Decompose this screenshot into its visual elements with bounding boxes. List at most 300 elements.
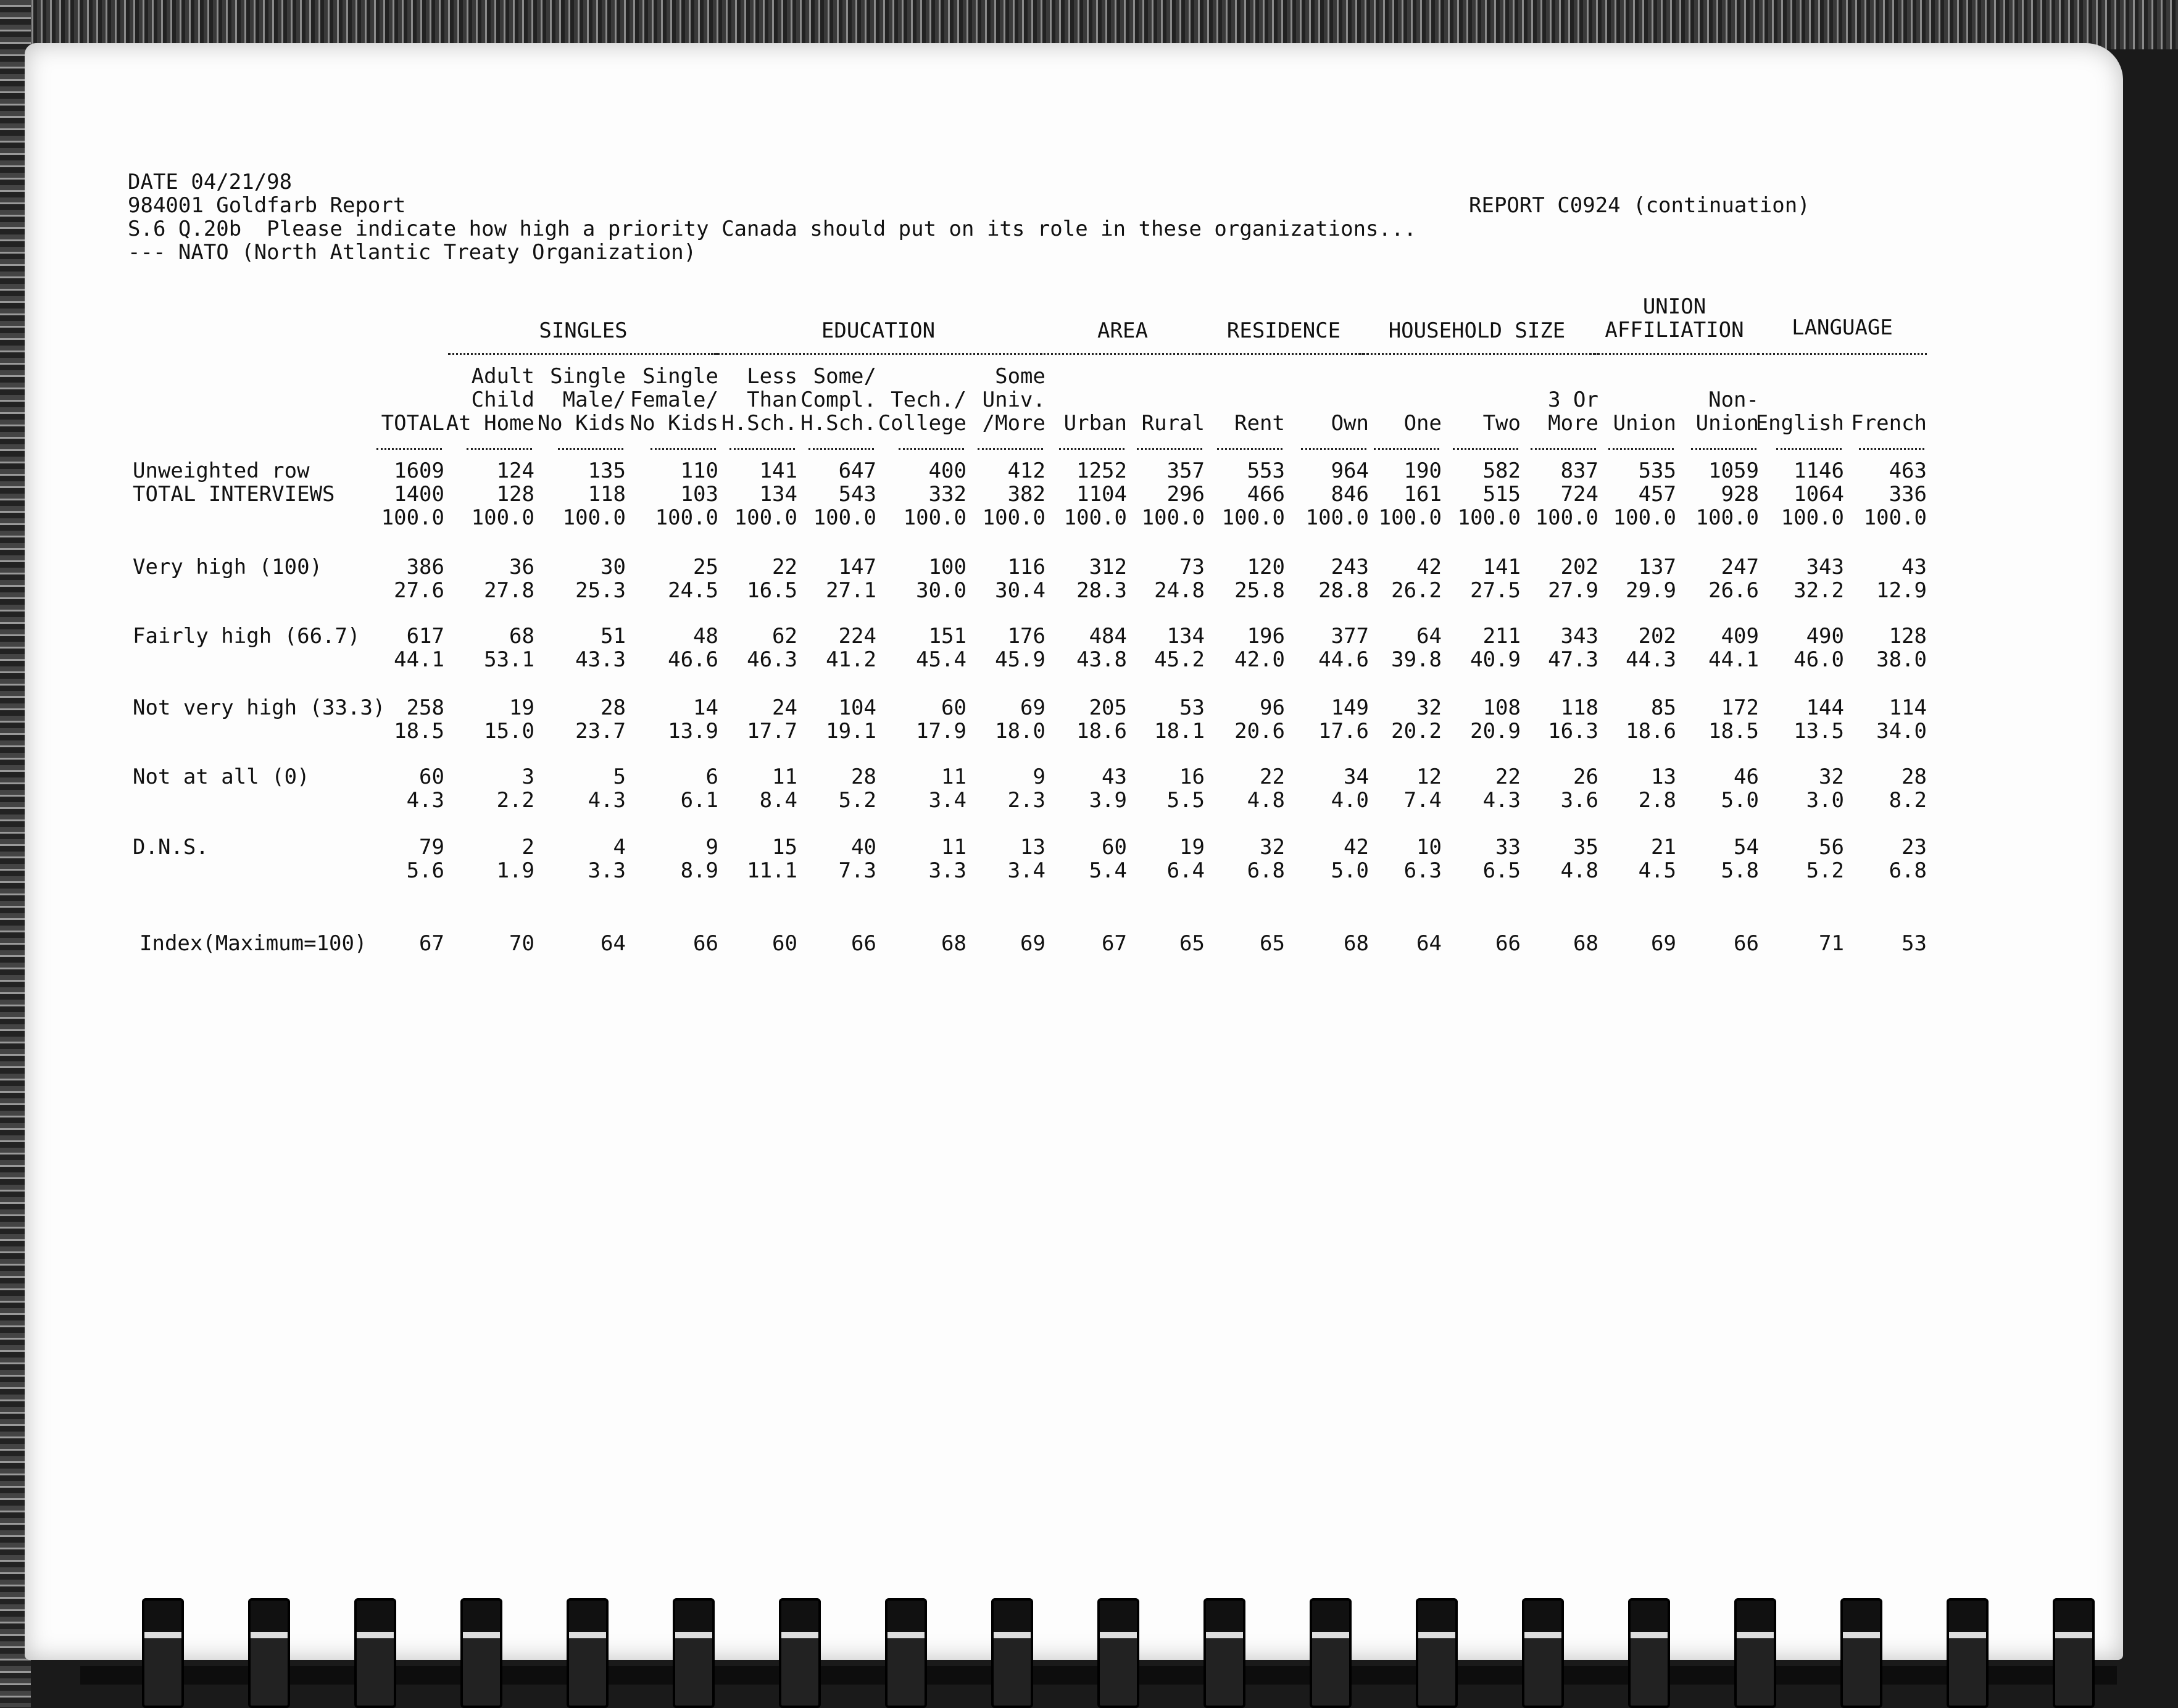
table-cell: 582 [1482, 458, 1521, 483]
table-cell: 36 [509, 555, 534, 579]
table-cell: 20.6 [1234, 719, 1285, 744]
table-cell: 100.0 [734, 505, 797, 530]
table-cell: 4 [613, 835, 626, 860]
table-cell: 60 [772, 931, 797, 956]
table-cell: 3.6 [1560, 788, 1598, 813]
binding-loop [991, 1598, 1033, 1708]
table-cell: 6.3 [1403, 858, 1442, 883]
table-cell: 17.7 [747, 719, 797, 744]
table-cell: 51 [601, 624, 626, 649]
column-underline [467, 448, 532, 450]
table-cell: 42.0 [1234, 647, 1285, 672]
table-cell: 53 [1902, 931, 1927, 956]
column-header: TOTAL [381, 411, 444, 436]
table-cell: 19 [509, 695, 534, 720]
table-cell: 172 [1721, 695, 1759, 720]
column-header: Urban [1063, 411, 1127, 436]
table-cell: 202 [1560, 555, 1598, 579]
column-underline [978, 448, 1043, 450]
table-cell: 108 [1482, 695, 1521, 720]
table-cell: 161 [1403, 482, 1442, 507]
table-cell: 32 [1416, 695, 1442, 720]
table-cell: 128 [1889, 624, 1927, 649]
row-label: Not at all (0) [133, 765, 310, 789]
table-cell: 147 [838, 555, 876, 579]
group-header: SINGLES [539, 318, 628, 343]
column-underline [1776, 448, 1842, 450]
group-header: RESIDENCE [1226, 318, 1341, 343]
table-cell: 24 [772, 695, 797, 720]
table-cell: 100.0 [1781, 505, 1844, 530]
table-cell: 4.3 [1482, 788, 1521, 813]
column-header: Tech./ College [878, 388, 966, 436]
table-cell: 16.5 [747, 578, 797, 603]
column-underline [1137, 448, 1202, 450]
table-cell: 16.3 [1548, 719, 1598, 744]
binding-loop [1734, 1598, 1776, 1708]
table-cell: 18.5 [394, 719, 444, 744]
report-name: 984001 Goldfarb Report [128, 193, 406, 218]
group-underline [1590, 353, 1759, 355]
table-cell: 100.0 [562, 505, 626, 530]
column-header: Rent [1234, 411, 1285, 436]
table-cell: 724 [1560, 482, 1598, 507]
binding-loop [1097, 1598, 1139, 1708]
table-cell: 64 [1416, 624, 1442, 649]
table-cell: 535 [1638, 458, 1676, 483]
table-cell: 141 [1482, 555, 1521, 579]
table-cell: 647 [838, 458, 876, 483]
table-cell: 3.3 [928, 858, 966, 883]
table-cell: 70 [509, 931, 534, 956]
table-cell: 46.6 [668, 647, 718, 672]
table-cell: 11 [772, 765, 797, 789]
table-cell: 26 [1573, 765, 1598, 789]
table-cell: 258 [406, 695, 444, 720]
column-underline [1217, 448, 1282, 450]
table-cell: 617 [406, 624, 444, 649]
binding-loop [1416, 1598, 1458, 1708]
table-cell: 336 [1889, 482, 1927, 507]
table-cell: 43.3 [575, 647, 626, 672]
table-cell: 5.2 [1806, 858, 1844, 883]
column-underline [808, 448, 874, 450]
table-cell: 22 [1260, 765, 1285, 789]
table-cell: 46 [1734, 765, 1759, 789]
row-label: D.N.S. [133, 835, 209, 860]
table-cell: 26.6 [1708, 578, 1759, 603]
table-cell: 114 [1889, 695, 1927, 720]
table-cell: 490 [1806, 624, 1844, 649]
table-cell: 134 [759, 482, 797, 507]
table-cell: 29.9 [1626, 578, 1676, 603]
table-cell: 67 [1102, 931, 1127, 956]
binding-loop [673, 1598, 715, 1708]
table-cell: 40 [851, 835, 876, 860]
table-cell: 60 [419, 765, 444, 789]
table-cell: 3.4 [1007, 858, 1045, 883]
table-cell: 196 [1247, 624, 1285, 649]
table-cell: 4.8 [1247, 788, 1285, 813]
table-cell: 3.9 [1089, 788, 1127, 813]
table-cell: 484 [1089, 624, 1127, 649]
table-cell: 14 [693, 695, 718, 720]
table-cell: 53 [1179, 695, 1205, 720]
table-cell: 1609 [394, 458, 444, 483]
column-underline [1691, 448, 1756, 450]
table-cell: 67 [419, 931, 444, 956]
column-header: Non- Union [1695, 388, 1759, 436]
row-label: Fairly high (66.7) [133, 624, 360, 649]
table-cell: 21 [1651, 835, 1676, 860]
column-underline [899, 448, 964, 450]
table-cell: 23.7 [575, 719, 626, 744]
table-cell: 6.8 [1247, 858, 1285, 883]
table-cell: 25.3 [575, 578, 626, 603]
table-cell: 5.6 [406, 858, 444, 883]
column-header: Some/ Compl. H.Sch. [800, 364, 876, 436]
table-cell: 39.8 [1391, 647, 1442, 672]
table-cell: 35 [1573, 835, 1598, 860]
group-header: AREA [1097, 318, 1148, 343]
question-text: S.6 Q.20b Please indicate how high a priority Canada should put on its role in these organizations... [128, 217, 1416, 241]
table-cell: 27.8 [484, 578, 534, 603]
column-header: English [1755, 411, 1844, 436]
table-cell: 100.0 [1063, 505, 1127, 530]
table-cell: 144 [1806, 695, 1844, 720]
table-cell: 2.2 [496, 788, 534, 813]
table-cell: 30.4 [995, 578, 1045, 603]
binding-loop [248, 1598, 290, 1708]
table-cell: 69 [1651, 931, 1676, 956]
table-cell: 4.3 [406, 788, 444, 813]
table-cell: 42 [1416, 555, 1442, 579]
table-cell: 2.8 [1638, 788, 1676, 813]
table-cell: 100.0 [1863, 505, 1927, 530]
table-cell: 28 [851, 765, 876, 789]
report-date: DATE 04/21/98 [128, 170, 293, 194]
column-underline [1859, 448, 1924, 450]
table-cell: 553 [1247, 458, 1285, 483]
column-underline [1374, 448, 1439, 450]
column-underline [650, 448, 716, 450]
column-underline [1608, 448, 1674, 450]
group-underline [1041, 353, 1205, 355]
table-cell: 54 [1734, 835, 1759, 860]
table-cell: 1146 [1794, 458, 1844, 483]
table-cell: 27.5 [1470, 578, 1521, 603]
table-cell: 28 [601, 695, 626, 720]
table-cell: 412 [1007, 458, 1045, 483]
table-cell: 5.5 [1166, 788, 1205, 813]
table-cell: 9 [705, 835, 718, 860]
binding-loop [142, 1598, 184, 1708]
table-cell: 1064 [1794, 482, 1844, 507]
table-cell: 15.0 [484, 719, 534, 744]
table-cell: 18.1 [1154, 719, 1205, 744]
binding-loop [2053, 1598, 2095, 1708]
table-cell: 190 [1403, 458, 1442, 483]
binding-loop [779, 1598, 821, 1708]
table-cell: 1059 [1708, 458, 1759, 483]
table-cell: 4.5 [1638, 858, 1676, 883]
table-cell: 66 [1495, 931, 1521, 956]
table-cell: 73 [1179, 555, 1205, 579]
table-cell: 12.9 [1876, 578, 1927, 603]
table-cell: 40.9 [1470, 647, 1521, 672]
column-underline [1059, 448, 1124, 450]
table-cell: 409 [1721, 624, 1759, 649]
table-cell: 312 [1089, 555, 1127, 579]
table-cell: 224 [838, 624, 876, 649]
table-cell: 13.5 [1794, 719, 1844, 744]
column-underline [1531, 448, 1596, 450]
report-id: REPORT C0924 (continuation) [1469, 193, 1810, 218]
table-cell: 15 [772, 835, 797, 860]
table-cell: 5 [613, 765, 626, 789]
table-cell: 243 [1331, 555, 1369, 579]
table-cell: 46.0 [1794, 647, 1844, 672]
table-cell: 44.1 [1708, 647, 1759, 672]
table-cell: 100.0 [1141, 505, 1205, 530]
table-cell: 18.0 [995, 719, 1045, 744]
binding-loop [885, 1598, 927, 1708]
table-cell: 100.0 [1221, 505, 1285, 530]
table-cell: 120 [1247, 555, 1285, 579]
table-cell: 103 [680, 482, 718, 507]
column-header: Single Female/ No Kids [630, 364, 718, 436]
table-cell: 11.1 [747, 858, 797, 883]
table-cell: 69 [1020, 695, 1045, 720]
table-cell: 400 [928, 458, 966, 483]
table-cell: 44.3 [1626, 647, 1676, 672]
table-cell: 45.2 [1154, 647, 1205, 672]
table-cell: 118 [588, 482, 626, 507]
table-cell: 247 [1721, 555, 1759, 579]
table-cell: 23 [1902, 835, 1927, 860]
table-cell: 100.0 [1305, 505, 1369, 530]
table-cell: 100.0 [471, 505, 534, 530]
table-cell: 32 [1819, 765, 1844, 789]
table-cell: 45.4 [916, 647, 966, 672]
table-cell: 4.8 [1560, 858, 1598, 883]
table-cell: 2.3 [1007, 788, 1045, 813]
table-cell: 33 [1495, 835, 1521, 860]
table-cell: 28.8 [1318, 578, 1369, 603]
binding-loop [1203, 1598, 1245, 1708]
table-cell: 11 [941, 765, 966, 789]
table-cell: 463 [1889, 458, 1927, 483]
table-cell: 64 [1416, 931, 1442, 956]
table-cell: 176 [1007, 624, 1045, 649]
table-cell: 100.0 [982, 505, 1045, 530]
table-cell: 100.0 [1457, 505, 1521, 530]
table-cell: 137 [1638, 555, 1676, 579]
table-cell: 100 [928, 555, 966, 579]
subquestion-text: --- NATO (North Atlantic Treaty Organization) [128, 240, 697, 265]
table-cell: 3.3 [588, 858, 626, 883]
table-cell: 71 [1819, 931, 1844, 956]
table-cell: 211 [1482, 624, 1521, 649]
table-cell: 28 [1902, 765, 1927, 789]
column-header: One [1403, 411, 1442, 436]
table-cell: 42 [1344, 835, 1369, 860]
table-cell: 32 [1260, 835, 1285, 860]
column-header: Two [1482, 411, 1521, 436]
table-cell: 25 [693, 555, 718, 579]
row-label: Index(Maximum=100) [139, 931, 367, 956]
table-cell: 56 [1819, 835, 1844, 860]
group-underline [448, 353, 718, 355]
table-cell: 10 [1416, 835, 1442, 860]
table-cell: 3.4 [928, 788, 966, 813]
table-cell: 85 [1651, 695, 1676, 720]
column-header: Own [1331, 411, 1369, 436]
column-underline [1301, 448, 1366, 450]
table-cell: 141 [759, 458, 797, 483]
table-cell: 41.2 [826, 647, 876, 672]
table-cell: 24.8 [1154, 578, 1205, 603]
table-cell: 1104 [1076, 482, 1127, 507]
column-underline [729, 448, 795, 450]
table-cell: 135 [588, 458, 626, 483]
table-cell: 8.9 [680, 858, 718, 883]
table-cell: 20.9 [1470, 719, 1521, 744]
table-cell: 964 [1331, 458, 1369, 483]
group-underline [1758, 353, 1927, 355]
table-cell: 22 [772, 555, 797, 579]
column-underline [1453, 448, 1518, 450]
table-cell: 837 [1560, 458, 1598, 483]
table-cell: 100.0 [1695, 505, 1759, 530]
table-cell: 1252 [1076, 458, 1127, 483]
table-cell: 66 [693, 931, 718, 956]
binding-loop [460, 1598, 502, 1708]
table-cell: 68 [1573, 931, 1598, 956]
table-cell: 5.8 [1721, 858, 1759, 883]
table-cell: 27.6 [394, 578, 444, 603]
table-cell: 34.0 [1876, 719, 1927, 744]
table-cell: 4.3 [588, 788, 626, 813]
table-cell: 100.0 [655, 505, 718, 530]
table-cell: 202 [1638, 624, 1676, 649]
table-cell: 13 [1020, 835, 1045, 860]
table-cell: 2 [522, 835, 534, 860]
table-cell: 20.2 [1391, 719, 1442, 744]
table-cell: 151 [928, 624, 966, 649]
table-cell: 110 [680, 458, 718, 483]
table-cell: 22 [1495, 765, 1521, 789]
table-cell: 100.0 [381, 505, 444, 530]
table-cell: 53.1 [484, 647, 534, 672]
table-cell: 116 [1007, 555, 1045, 579]
table-cell: 66 [1734, 931, 1759, 956]
group-header: UNION AFFILIATION [1605, 294, 1744, 342]
table-cell: 64 [601, 931, 626, 956]
table-cell: 25.8 [1234, 578, 1285, 603]
table-cell: 45.9 [995, 647, 1045, 672]
table-cell: 124 [496, 458, 534, 483]
group-underline [1355, 353, 1598, 355]
table-cell: 13 [1651, 765, 1676, 789]
table-cell: 96 [1260, 695, 1285, 720]
table-cell: 19.1 [826, 719, 876, 744]
table-cell: 377 [1331, 624, 1369, 649]
table-cell: 26.2 [1391, 578, 1442, 603]
table-cell: 3.0 [1806, 788, 1844, 813]
binding-loop [1522, 1598, 1564, 1708]
table-cell: 6.4 [1166, 858, 1205, 883]
table-cell: 100.0 [1535, 505, 1598, 530]
table-cell: 1.9 [496, 858, 534, 883]
binding-loop [1628, 1598, 1670, 1708]
table-cell: 27.9 [1548, 578, 1598, 603]
table-cell: 32.2 [1794, 578, 1844, 603]
table-cell: 846 [1331, 482, 1369, 507]
table-cell: 68 [509, 624, 534, 649]
table-cell: 100.0 [1378, 505, 1442, 530]
table-cell: 38.0 [1876, 647, 1927, 672]
table-cell: 68 [1344, 931, 1369, 956]
table-cell: 28.3 [1076, 578, 1127, 603]
binding-loop [1840, 1598, 1882, 1708]
table-cell: 343 [1806, 555, 1844, 579]
column-header: Adult Child At Home [446, 364, 534, 436]
group-underline [1199, 353, 1369, 355]
table-cell: 5.0 [1331, 858, 1369, 883]
table-cell: 149 [1331, 695, 1369, 720]
table-cell: 17.6 [1318, 719, 1369, 744]
table-cell: 6.8 [1889, 858, 1927, 883]
table-cell: 6.5 [1482, 858, 1521, 883]
table-cell: 24.5 [668, 578, 718, 603]
column-header: Some Univ. /More [982, 364, 1045, 436]
table-cell: 8.4 [759, 788, 797, 813]
table-cell: 12 [1416, 765, 1442, 789]
table-cell: 62 [772, 624, 797, 649]
table-cell: 16 [1179, 765, 1205, 789]
table-cell: 13.9 [668, 719, 718, 744]
binding-loop [567, 1598, 609, 1708]
table-cell: 47.3 [1548, 647, 1598, 672]
table-cell: 30 [601, 555, 626, 579]
table-cell: 34 [1344, 765, 1369, 789]
group-header: LANGUAGE [1792, 315, 1893, 340]
table-cell: 43.8 [1076, 647, 1127, 672]
column-underline [376, 448, 442, 450]
column-header: Rural [1141, 411, 1205, 436]
table-cell: 543 [838, 482, 876, 507]
group-header: EDUCATION [821, 318, 936, 343]
table-cell: 65 [1260, 931, 1285, 956]
column-header: French [1851, 411, 1927, 436]
table-cell: 44.1 [394, 647, 444, 672]
row-label: Very high (100) [133, 555, 323, 579]
scan-edge-top [0, 0, 2178, 49]
table-cell: 17.9 [916, 719, 966, 744]
row-label: Not very high (33.3) [133, 695, 386, 720]
table-cell: 18.6 [1076, 719, 1127, 744]
table-cell: 65 [1179, 931, 1205, 956]
table-cell: 128 [496, 482, 534, 507]
table-cell: 386 [406, 555, 444, 579]
table-cell: 4.0 [1331, 788, 1369, 813]
table-cell: 19 [1179, 835, 1205, 860]
table-cell: 1400 [394, 482, 444, 507]
table-cell: 3 [522, 765, 534, 789]
column-header: Less Than H.Sch. [721, 364, 797, 436]
table-cell: 44.6 [1318, 647, 1369, 672]
